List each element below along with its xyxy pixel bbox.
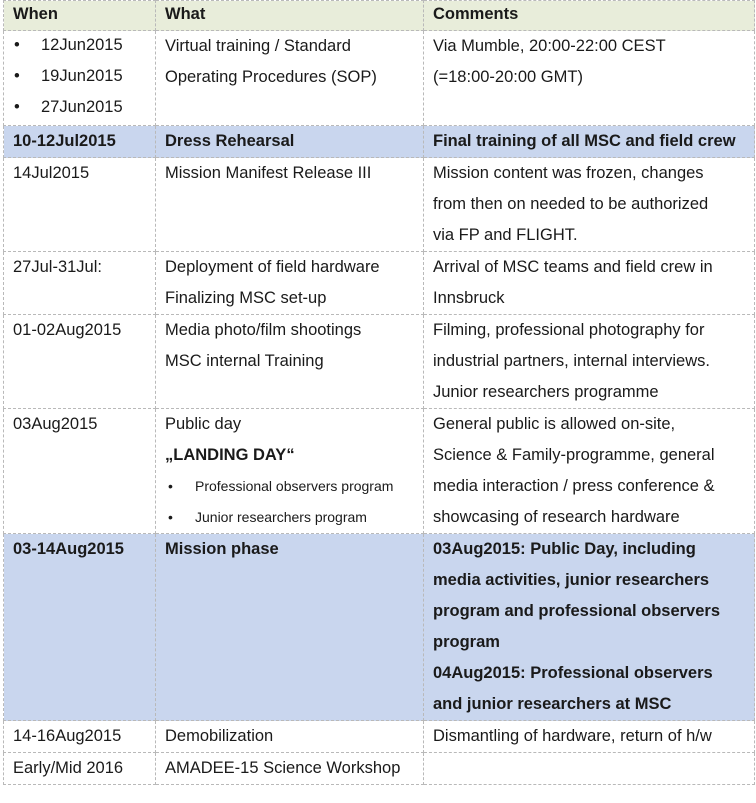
what-text: Virtual training / Standard bbox=[165, 37, 351, 55]
comment-text: Mission content was frozen, changes bbox=[433, 164, 704, 182]
when-cell: Early/Mid 2016 bbox=[4, 753, 156, 785]
table-row-highlight bbox=[4, 534, 755, 721]
header-row bbox=[4, 1, 755, 31]
table-row bbox=[4, 753, 755, 785]
what-cell bbox=[156, 252, 424, 315]
comment-text: via FP and FLIGHT. bbox=[433, 226, 578, 244]
what-cell: Mission Manifest Release III bbox=[156, 158, 424, 252]
date-list bbox=[13, 29, 155, 124]
what-text: Finalizing MSC set-up bbox=[165, 289, 327, 307]
what-text: Media photo/film shootings bbox=[165, 321, 362, 339]
list-item: • 19Jun2015 bbox=[13, 60, 155, 93]
table-row-highlight bbox=[4, 126, 755, 158]
table-row bbox=[4, 31, 755, 126]
comment-text: Filming, professional photography for bbox=[433, 321, 705, 339]
list-item: • Professional observers program bbox=[165, 471, 423, 502]
what-text: Deployment of field hardware bbox=[165, 258, 380, 276]
table-row bbox=[4, 158, 755, 252]
when-cell bbox=[4, 31, 156, 126]
comment-text: industrial partners, internal interviews. bbox=[433, 352, 710, 370]
comment-text: and junior researchers at MSC bbox=[433, 695, 672, 713]
header-what: What bbox=[156, 1, 424, 31]
what-text: MSC internal Training bbox=[165, 352, 324, 370]
what-cell bbox=[156, 409, 424, 534]
when-cell: 01-02Aug2015 bbox=[4, 315, 156, 409]
comment-text: (=18:00-20:00 GMT) bbox=[433, 68, 583, 86]
comment-text: Junior researchers programme bbox=[433, 383, 659, 401]
comment-text: Arrival of MSC teams and field crew in bbox=[433, 258, 713, 276]
comment-text: 03Aug2015: Public Day, including bbox=[433, 540, 696, 558]
list-item: • Junior researchers program bbox=[165, 502, 423, 533]
comment-text: from then on needed to be authorized bbox=[433, 195, 709, 213]
comments-cell bbox=[424, 315, 755, 409]
comments-cell: Dismantling of hardware, return of h/w bbox=[424, 721, 755, 753]
what-text: Public day bbox=[165, 415, 242, 433]
list-item: • 27Jun2015 bbox=[13, 91, 155, 124]
comment-text: Science & Family-programme, general bbox=[433, 446, 715, 464]
comments-cell bbox=[424, 753, 755, 785]
program-list bbox=[165, 471, 423, 533]
header-when: When bbox=[4, 1, 156, 31]
what-cell: Demobilization bbox=[156, 721, 424, 753]
what-cell bbox=[156, 315, 424, 409]
comment-text: program bbox=[433, 633, 500, 651]
comment-text: media activities, junior researchers bbox=[433, 571, 710, 589]
comment-text: program and professional observers bbox=[433, 602, 721, 620]
table-row bbox=[4, 315, 755, 409]
comment-text: showcasing of research hardware bbox=[433, 508, 680, 526]
when-cell: 27Jul-31Jul: bbox=[4, 252, 156, 315]
what-text: Operating Procedures (SOP) bbox=[165, 68, 377, 86]
what-cell: Mission phase bbox=[156, 534, 424, 721]
what-cell: Dress Rehearsal bbox=[156, 126, 424, 158]
comments-cell bbox=[424, 534, 755, 721]
what-cell: AMADEE-15 Science Workshop bbox=[156, 753, 424, 785]
table-row bbox=[4, 409, 755, 534]
comments-cell bbox=[424, 31, 755, 126]
what-cell bbox=[156, 31, 424, 126]
table-row bbox=[4, 721, 755, 753]
comment-text: Via Mumble, 20:00-22:00 CEST bbox=[433, 37, 666, 55]
header-comments: Comments bbox=[424, 1, 755, 31]
table-row bbox=[4, 252, 755, 315]
list-item: • 12Jun2015 bbox=[13, 29, 155, 62]
comments-cell bbox=[424, 409, 755, 534]
when-cell: 10-12Jul2015 bbox=[4, 126, 156, 158]
when-cell: 03Aug2015 bbox=[4, 409, 156, 534]
when-cell: 03-14Aug2015 bbox=[4, 534, 156, 721]
comments-cell bbox=[424, 252, 755, 315]
comment-text: 04Aug2015: Professional observers bbox=[433, 664, 713, 682]
comments-cell bbox=[424, 158, 755, 252]
comments-cell: Final training of all MSC and field crew bbox=[424, 126, 755, 158]
comment-text: Innsbruck bbox=[433, 289, 505, 307]
comment-text: General public is allowed on-site, bbox=[433, 415, 676, 433]
when-cell: 14Jul2015 bbox=[4, 158, 156, 252]
when-cell: 14-16Aug2015 bbox=[4, 721, 156, 753]
schedule-table bbox=[3, 0, 755, 785]
landing-day-label: „LANDING DAY“ bbox=[165, 446, 295, 464]
comment-text: media interaction / press conference & bbox=[433, 477, 715, 495]
